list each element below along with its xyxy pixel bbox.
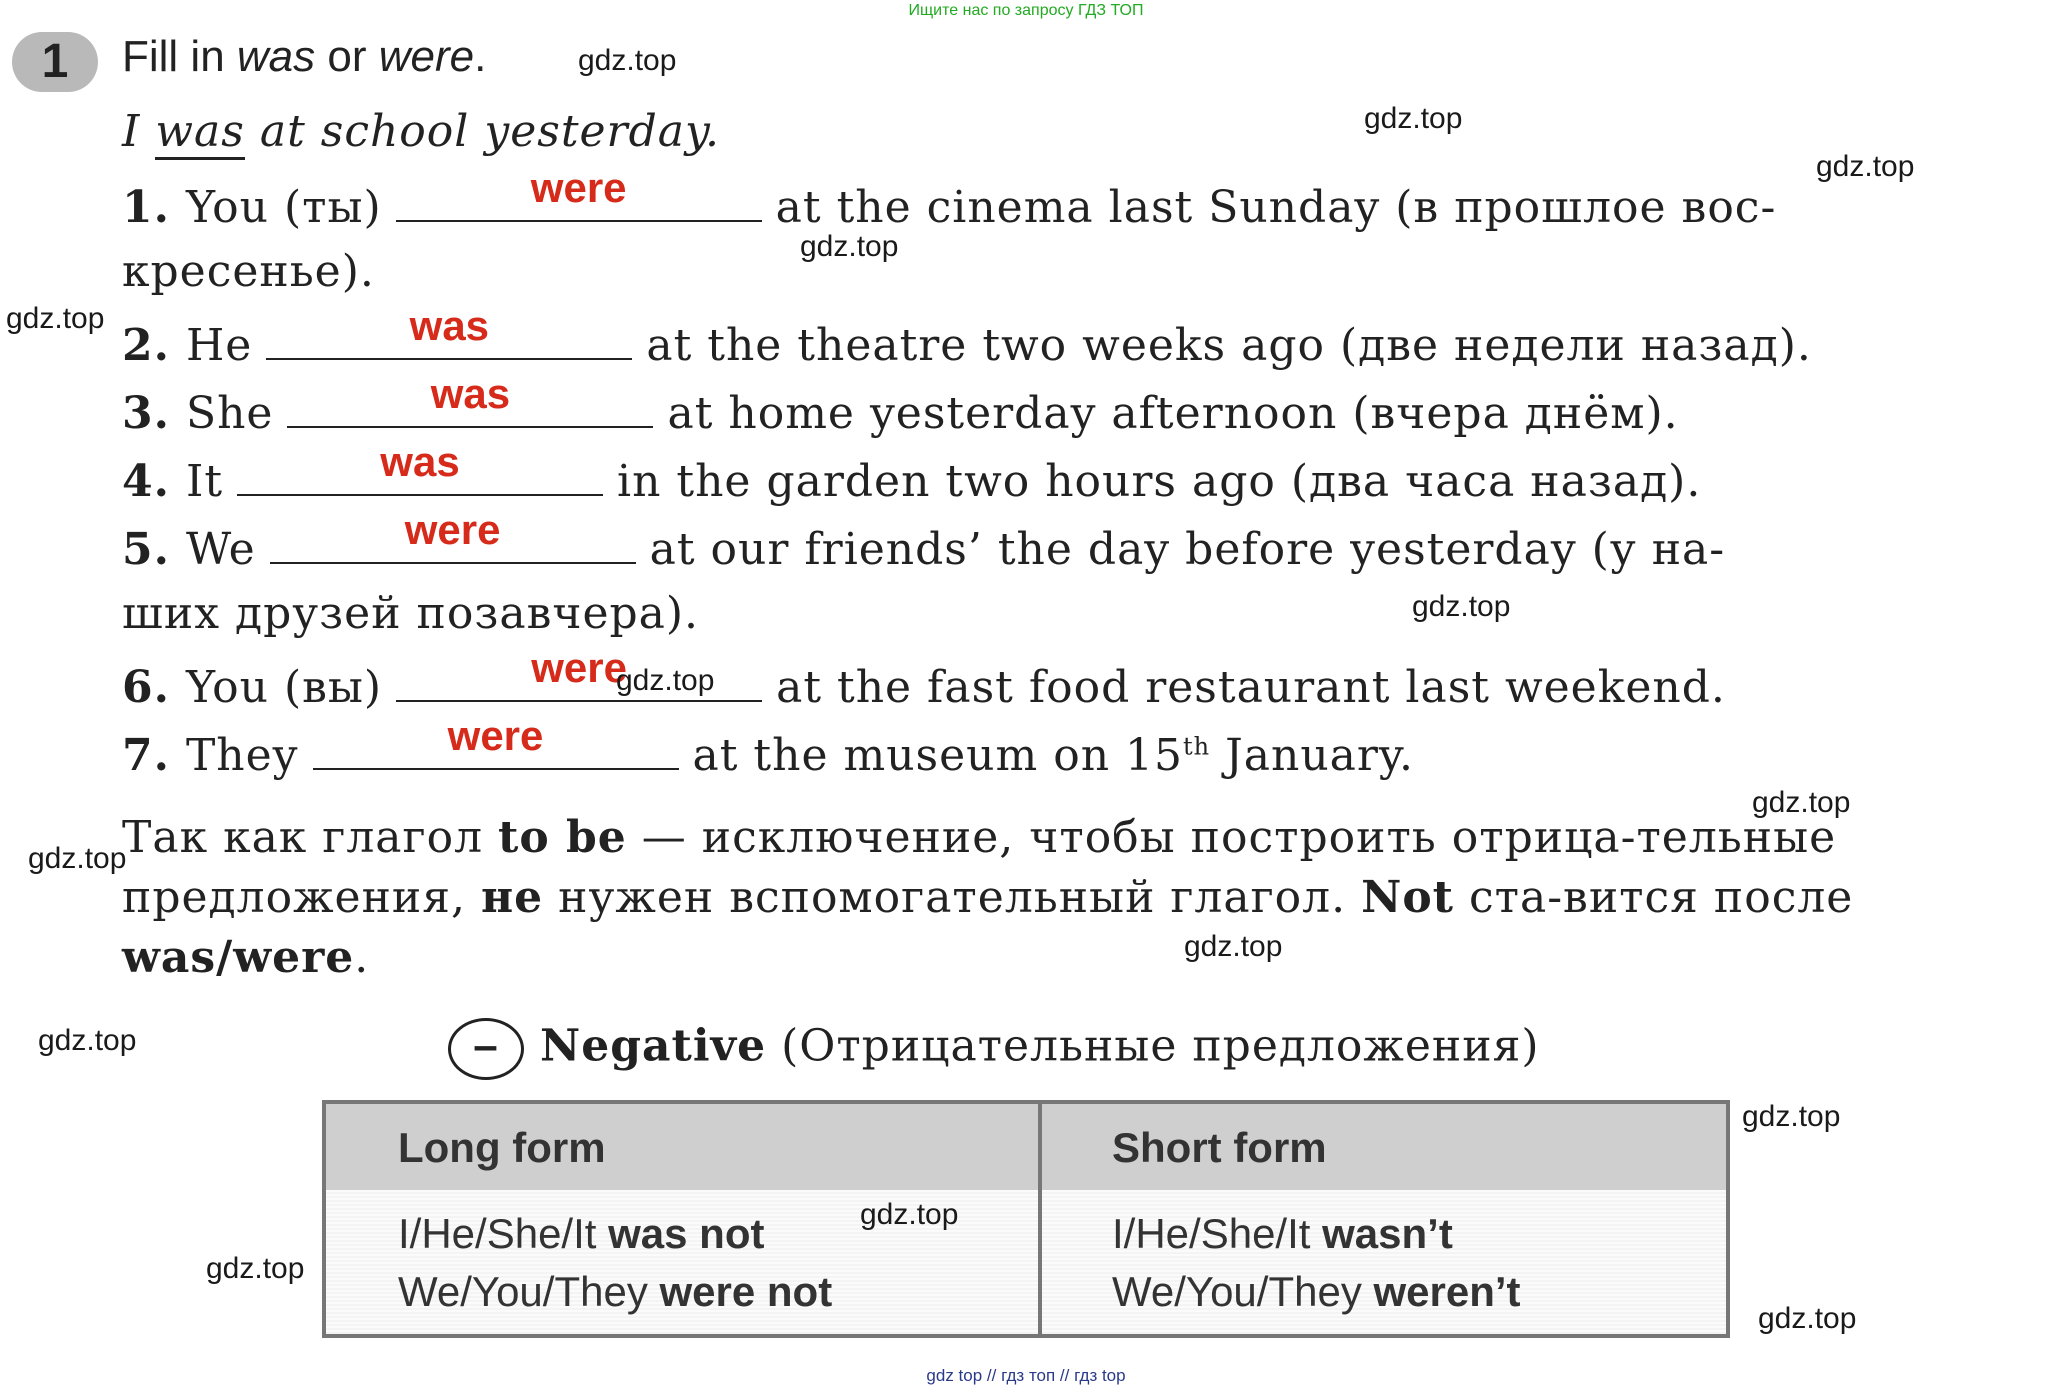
rule-text: — исключение, чтобы построить отрица-тельные предложения, <box>122 812 1837 923</box>
answer-blank[interactable] <box>287 370 653 428</box>
negative-forms-table <box>322 1100 1730 1338</box>
item-post: at the cinema last Sunday (в прошлое вос- <box>775 182 1777 233</box>
item-post: at our friends’ the day before yesterday (у на- <box>649 524 1726 575</box>
rule-text: . <box>354 932 370 983</box>
long-form-row-1 <box>398 1210 764 1258</box>
watermark: gdz.top <box>1364 102 1463 135</box>
item-number: 7. <box>122 730 170 781</box>
negative-heading <box>448 1018 1540 1080</box>
exercise-item-6 <box>122 644 1726 713</box>
answer-blank[interactable] <box>313 712 679 770</box>
answer-blank[interactable] <box>266 302 632 360</box>
rule-bold-to-be: to be <box>498 812 627 863</box>
subject: I/He/She/It <box>398 1210 609 1257</box>
answer-text: were <box>530 164 627 211</box>
example-word: was <box>155 106 244 160</box>
watermark: gdz.top <box>1412 590 1511 623</box>
item-pre: You (вы) <box>185 662 383 713</box>
answer-text: was <box>409 302 490 349</box>
footer-links[interactable]: gdz top // гдз топ // гдз top <box>926 1366 1126 1385</box>
answer-blank[interactable] <box>237 438 603 496</box>
instruction-were: were <box>378 32 475 81</box>
rule-bold-was-were: was/were <box>122 932 355 983</box>
example-pre: I <box>122 106 156 157</box>
example-post: at school yesterday. <box>244 106 720 157</box>
item-pre: We <box>185 524 256 575</box>
subject: We/You/They <box>398 1268 660 1315</box>
watermark: gdz.top <box>616 664 715 697</box>
answer-text: were <box>447 712 544 759</box>
item-pre: They <box>185 730 299 781</box>
exercise-item-4 <box>122 438 1702 507</box>
exercise-item-5 <box>122 506 1726 575</box>
item-post: at home yesterday afternoon (вчера днём). <box>667 388 1679 439</box>
watermark: gdz.top <box>1184 930 1283 963</box>
item-post: at the fast food restaurant last weekend. <box>776 662 1726 713</box>
subject: We/You/They <box>1112 1268 1374 1315</box>
watermark: gdz.top <box>206 1252 305 1285</box>
item-number: 5. <box>122 524 170 575</box>
top-banner: Ищите нас по запросу ГДЗ ТОП <box>908 2 1144 19</box>
answer-text: were <box>404 506 501 553</box>
answer-blank[interactable] <box>270 506 636 564</box>
exercise-item-3 <box>122 370 1679 439</box>
item-post-end: January. <box>1210 730 1414 781</box>
item-post: at the museum on 15 <box>692 730 1184 781</box>
item-pre: She <box>185 388 274 439</box>
answer-text: was <box>380 438 460 485</box>
rule-text: Так как глагол <box>122 812 499 863</box>
watermark: gdz.top <box>28 842 127 875</box>
instruction-was: was <box>236 32 316 81</box>
answer-text: were <box>531 644 627 691</box>
watermark: gdz.top <box>1816 150 1915 183</box>
watermark: gdz.top <box>1752 786 1851 819</box>
watermark: gdz.top <box>38 1024 137 1057</box>
short-form-row-1 <box>1112 1210 1453 1258</box>
item-pre: You (ты) <box>185 182 382 233</box>
exercise-instruction <box>122 32 486 82</box>
verb: were not <box>659 1268 833 1315</box>
rule-paragraph <box>122 808 1932 988</box>
answer-blank[interactable] <box>396 164 762 222</box>
rule-bold-ne: не <box>480 872 544 923</box>
rule-text: ста-вится после <box>1453 872 1854 923</box>
negative-title: Negative <box>540 1020 767 1072</box>
item-number: 4. <box>122 456 170 507</box>
watermark: gdz.top <box>1758 1302 1857 1335</box>
watermark: gdz.top <box>800 230 899 263</box>
item-post: at the theatre two weeks ago (две недели назад). <box>646 320 1812 371</box>
instruction-text: Fill in <box>122 32 237 81</box>
item-cont: кресенье). <box>122 246 375 297</box>
exercise-item-1-continued <box>122 246 375 297</box>
item-pre: It <box>185 456 223 507</box>
watermark: gdz.top <box>860 1198 959 1231</box>
exercise-item-1 <box>122 164 1777 233</box>
answer-text: was <box>430 370 511 417</box>
verb: weren’t <box>1373 1268 1521 1315</box>
instruction-or: or <box>315 32 379 81</box>
negative-subtitle: (Отрицательные предложения) <box>766 1020 1540 1072</box>
item-number: 2. <box>122 320 170 371</box>
verb: was not <box>608 1210 765 1257</box>
item-cont: ших друзей позавчера). <box>122 588 700 639</box>
minus-icon: – <box>448 1018 524 1080</box>
subject: I/He/She/It <box>1112 1210 1323 1257</box>
watermark: gdz.top <box>6 302 105 335</box>
item-post: in the garden two hours ago (два часа назад). <box>617 456 1702 507</box>
watermark: gdz.top <box>1742 1100 1841 1133</box>
item-number: 6. <box>122 662 170 713</box>
watermark: gdz.top <box>578 44 677 77</box>
rule-bold-not: Not <box>1361 872 1454 923</box>
long-form-header: Long form <box>398 1124 606 1171</box>
verb: wasn’t <box>1322 1210 1453 1257</box>
long-form-row-2 <box>398 1268 832 1316</box>
short-form-header: Short form <box>1112 1124 1327 1171</box>
item-number: 3. <box>122 388 170 439</box>
instruction-end: . <box>474 32 487 81</box>
rule-text: нужен вспомогательный глагол. <box>543 872 1362 923</box>
exercise-item-2 <box>122 302 1812 371</box>
exercise-item-7 <box>122 712 1414 781</box>
item-number: 1. <box>122 182 170 233</box>
example-sentence <box>122 106 720 157</box>
item-post-sup: th <box>1183 732 1211 761</box>
item-pre: He <box>185 320 253 371</box>
short-form-row-2 <box>1112 1268 1521 1316</box>
exercise-number-badge: 1 <box>12 32 98 92</box>
table-divider <box>1038 1104 1042 1334</box>
exercise-item-5-continued <box>122 588 699 639</box>
